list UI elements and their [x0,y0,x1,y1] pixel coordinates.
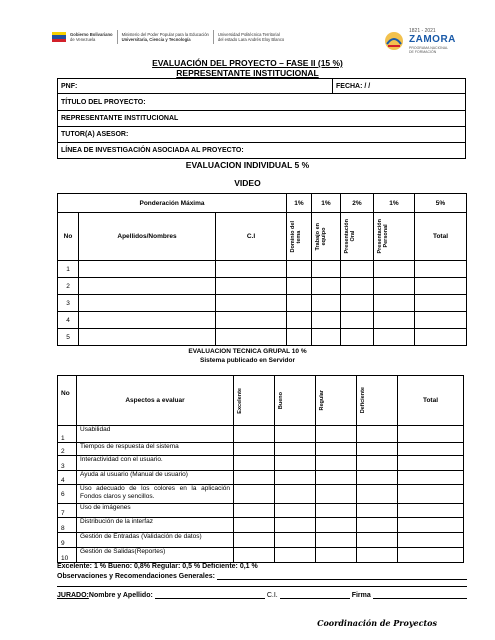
individual-table: Ponderación Máxima 1% 1% 2% 1% 5% No Apellidos/Nombres C.I Dominio del tema Trabajo en equipo Presentación Oral Presentación Personal Total 1 2 3 4 5 [57,193,467,346]
table-row: 8 Distribución de la interfaz [58,518,464,533]
project-info-table [57,78,466,159]
fecha-cell[interactable]: FECHA: / / [333,79,466,94]
table-row: 10 Gestión de Salidas(Reportes) [58,548,464,563]
group-table: No Aspectos a evaluar Excelente Bueno Regular Deficiente Total 1 Usabilidad 2 Tiempos de respuesta del sistema 3 Interactividad con el usuario. 4 Ayuda al usuario (Manual de usuario) 6 Uso adecuado de los colores en la aplicación Fondos claros y sencillos. 7 Uso de imágenes 8 Distribución de la interfaz 9 Gestión de Entradas (Validación de datos) 10 Gestión de Salidas(Reportes) [57,375,464,563]
rating-scale: Excelente: 1 % Bueno: 0,8% Regular: 0,5 % Deficiente: 0,1 % [57,563,258,570]
jurado-ci-field[interactable] [280,598,350,599]
jurado-name-field[interactable] [155,598,265,599]
table-row: 2 Tiempos de respuesta del sistema [58,443,464,456]
table-row: 3 [58,295,467,312]
observations-row: Observaciones y Recomendaciones Generales: [57,573,467,580]
tutor-cell[interactable]: TUTOR(A) ASESOR: [58,127,466,143]
table-row: 4 [58,312,467,329]
header-left [52,30,284,44]
ministry-text: Ministerio del Poder Popular para la Educación Universitaria, Ciencia y Tecnología [121,32,209,42]
representante-cell[interactable]: REPRESENTANTE INSTITUCIONAL [58,111,466,127]
observations-field[interactable] [217,573,467,580]
university-text: Universidad Politécnica Territorial del estado Lara Andrés Eloy Blanco [217,32,285,42]
emblem-icon [383,30,405,52]
page-title: EVALUACIÓN DEL PROYECTO – FASE II (15 %) [152,58,343,68]
jurado-row: JURADO: Nombre y Apellido: C.I. Firma [57,592,467,599]
ponderacion-label: Ponderación Máxima [58,194,287,213]
table-row: 1 [58,261,467,278]
coordination-signature: Coordinación de Proyectos [317,618,437,628]
group-subtitle: Sistema publicado en Servidor [200,357,295,364]
pnf-cell[interactable]: PNF: [58,79,333,94]
group-title: EVALUACION TECNICA GRUPAL 10 % [188,348,307,355]
table-row: 7 Uso de imágenes [58,504,464,518]
table-row: 9 Gestión de Entradas (Validación de datos) [58,533,464,548]
linea-cell[interactable]: LÍNEA DE INVESTIGACIÓN ASOCIADA AL PROYECTO: [58,143,466,159]
table-row: 1 Usabilidad [58,426,464,443]
venezuela-flag-icon [52,32,66,42]
table-row: 5 [58,329,467,346]
individual-subtitle: VIDEO [234,178,261,188]
titulo-cell[interactable]: TÍTULO DEL PROYECTO: [58,94,466,111]
table-row: 3 Interactividad con el usuario. [58,456,464,471]
page-subtitle: REPRESENTANTE INSTITUCIONAL [176,68,319,78]
table-row: 6 Uso adecuado de los colores en la aplicación Fondos claros y sencillos. [58,485,464,504]
zamora-logo: 1821 - 2021 ZAMORA PROGRAMA NACIONAL DE FORMACIÓN [383,28,453,54]
table-row: 2 [58,278,467,295]
individual-title: EVALUACION INDIVIDUAL 5 % [185,160,310,170]
table-row: 4 Ayuda al usuario (Manual de usuario) [58,471,464,485]
jurado-signature-field[interactable] [373,598,467,599]
gov-text: Gobierno Bolivariano de Venezuela [70,32,113,42]
